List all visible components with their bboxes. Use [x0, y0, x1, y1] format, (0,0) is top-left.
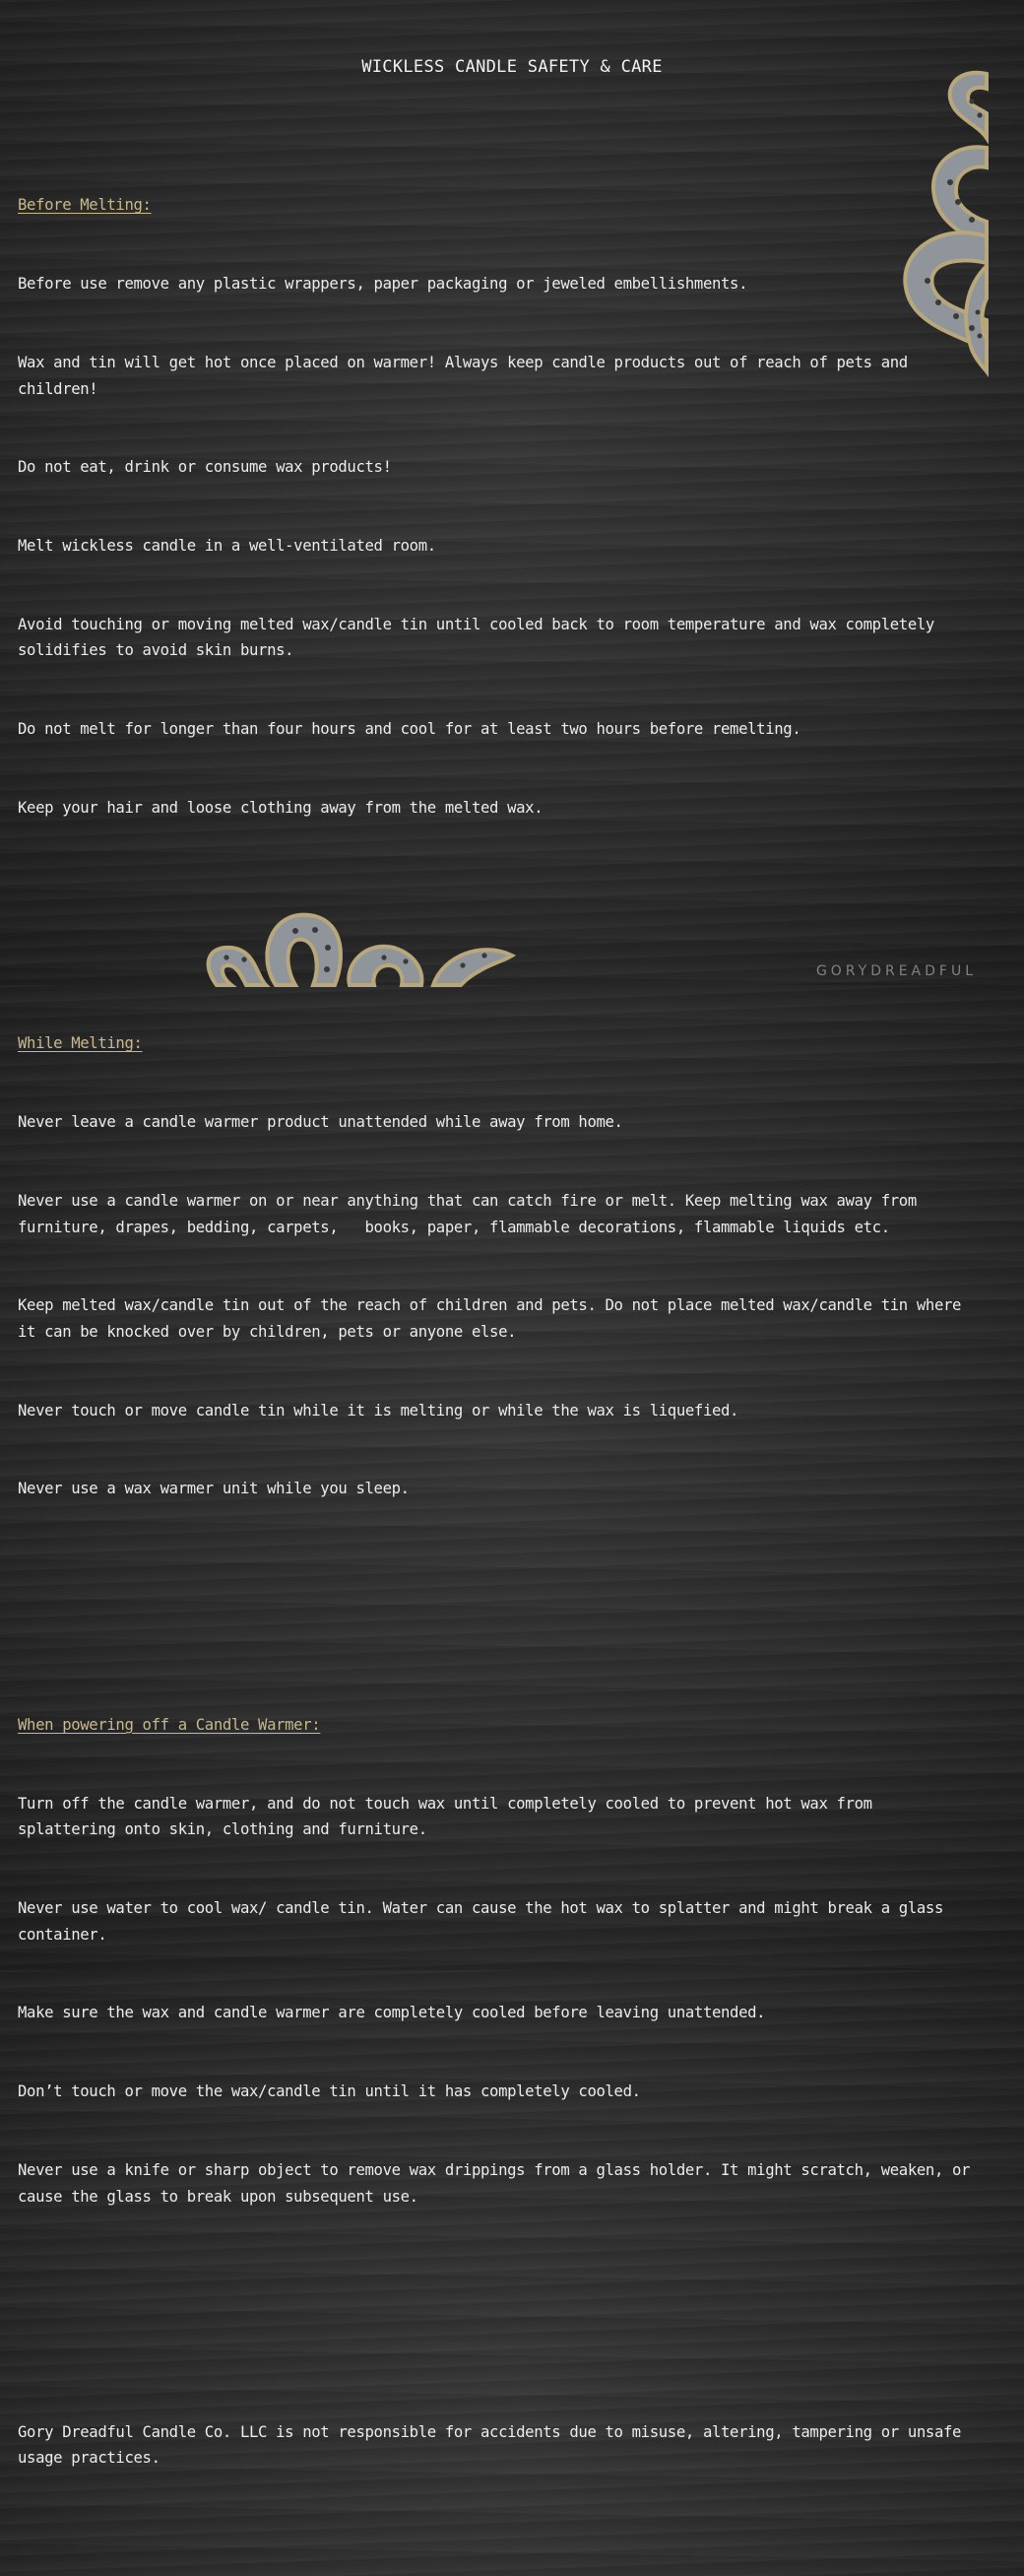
section-heading: Before Melting:: [18, 196, 152, 215]
section-powering-off: [18, 1660, 978, 2263]
instruction-line: Wax and tin will get hot once placed on warmer! Always keep candle products out of reach of pets and children!: [18, 353, 917, 398]
section-heading: When powering off a Candle Warmer:: [18, 1715, 321, 1734]
instruction-line: Avoid touching or moving melted wax/candle tin until cooled back to room temperature and wax completely solidifies to avoid skin burns.: [18, 615, 943, 660]
instruction-line: Do not eat, drink or consume wax products!: [18, 458, 392, 477]
instruction-line: Never touch or move candle tin while it is melting or while the wax is liquefied.: [18, 1401, 739, 1420]
instruction-line: Don’t touch or move the wax/candle tin until it has completely cooled.: [18, 2082, 641, 2101]
section-while-melting: [18, 978, 978, 1554]
section-heading: While Melting:: [18, 1034, 143, 1053]
instruction-line: Do not melt for longer than four hours and cool for at least two hours before remelting.: [18, 720, 801, 739]
instruction-line: Keep your hair and loose clothing away from the melted wax.: [18, 799, 544, 818]
instruction-line: Never use water to cool wax/ candle tin. Water can cause the hot wax to splatter and might break a glass container.: [18, 1898, 953, 1944]
instruction-line: Turn off the candle warmer, and do not touch wax until completely cooled to prevent hot wax from splattering onto skin, clothing and furniture.: [18, 1794, 881, 1839]
page-title: WICKLESS CANDLE SAFETY & CARE: [361, 57, 663, 77]
section-before-melting: [18, 140, 978, 874]
section-disclaimer: [18, 2367, 978, 2525]
instruction-line: Never leave a candle warmer product unattended while away from home.: [18, 1113, 623, 1132]
instruction-line: Never use a candle warmer on or near anything that can catch fire or melt. Keep melting wax away from furniture, drapes, bedding, carpets, books, paper, flammable decorations, flammable liquids etc.: [18, 1191, 926, 1236]
instruction-line: Make sure the wax and candle warmer are completely cooled before leaving unattended.: [18, 2004, 766, 2022]
brand-watermark: GORYDREADFUL: [815, 963, 977, 979]
instruction-line: Before use remove any plastic wrappers, paper packaging or jeweled embellishments.: [18, 275, 748, 294]
safety-content: [18, 88, 978, 2576]
disclaimer-text: Gory Dreadful Candle Co. LLC is not responsible for accidents due to misuse, altering, tampering or unsafe usage practices.: [18, 2422, 971, 2468]
instruction-line: Melt wickless candle in a well-ventilated room.: [18, 537, 436, 556]
instruction-line: Never use a knife or sharp object to remove wax drippings from a glass holder. It might scratch, weaken, or cause the glass to break upon subsequent use.: [18, 2160, 980, 2206]
instruction-line: Keep melted wax/candle tin out of the reach of children and pets. Do not place melted wax/candle tin where it can be knocked over by children, pets or anyone else.: [18, 1296, 971, 1341]
instruction-line: Never use a wax warmer unit while you sleep.: [18, 1480, 410, 1498]
